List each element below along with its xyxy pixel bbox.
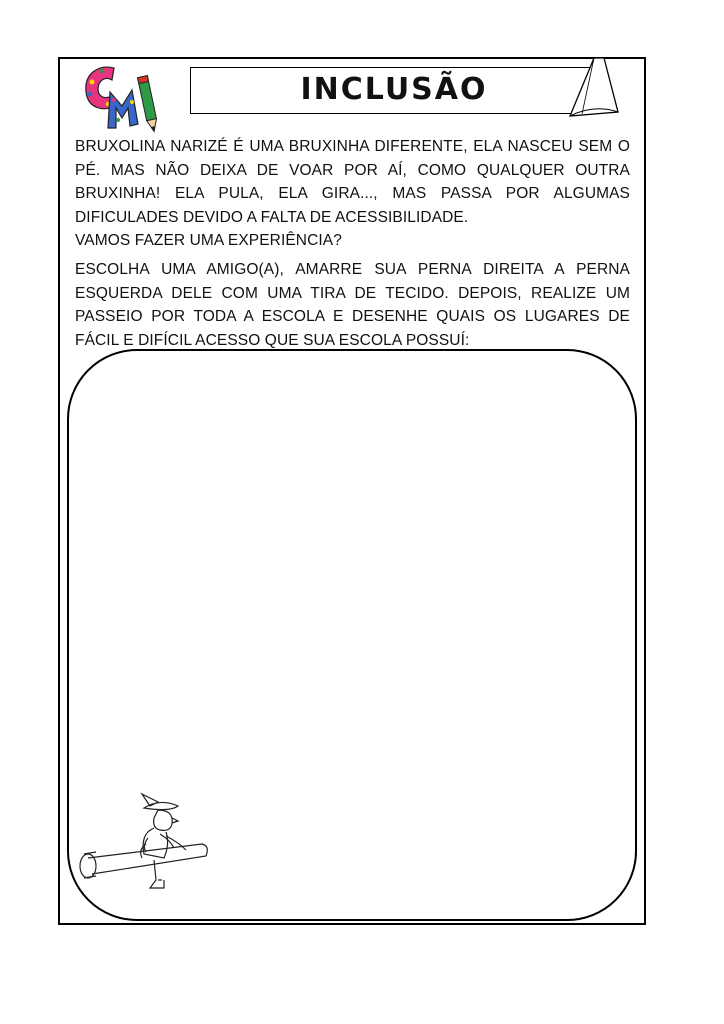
question-paragraph: VAMOS FAZER UMA EXPERIÊNCIA? xyxy=(75,232,342,249)
cone-icon xyxy=(564,54,620,120)
witch-on-broom-icon xyxy=(74,788,222,896)
page-title: INCLUSÃO xyxy=(300,72,488,107)
instruction-paragraph: ESCOLHA UMA AMIGO(A), AMARRE SUA PERNA DIREITA A PERNA ESQUERDA DELE COM UMA TIRA DE TECIDO. DEPOIS, REALIZE UM PASSEIO POR TODA A ESCOLA E DESENHE QUAIS OS LUGARES DE FÁCIL E DIFÍCIL ACESSO QUE SUA ESCOLA POSSUÍ: xyxy=(75,261,630,349)
cm-logo-icon xyxy=(78,62,160,134)
story-paragraph: BRUXOLINA NARIZÉ É UMA BRUXINHA DIFERENTE, ELA NASCEU SEM O PÉ. MAS NÃO DEIXA DE VOAR POR AÍ, COMO QUALQUER OUTRA BRUXINHA! ELA PULA, ELA GIRA..., MAS PASSA POR ALGUMAS DIFICULADES DEVIDO A FALTA DE ACESSIBILIDADE. xyxy=(75,138,630,226)
title-box xyxy=(190,67,598,114)
